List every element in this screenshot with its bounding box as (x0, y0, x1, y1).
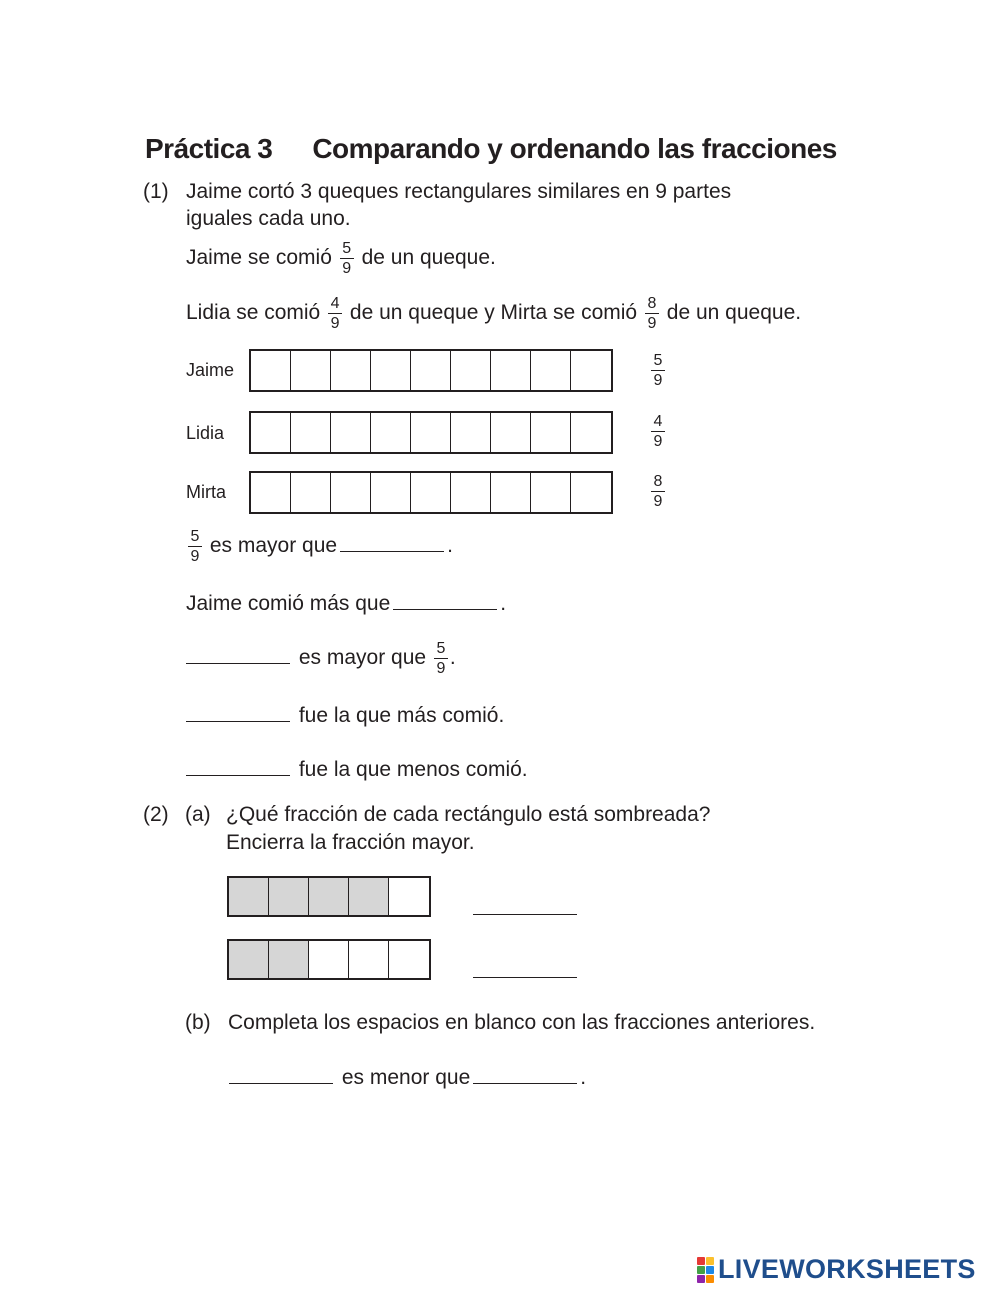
row-label-jaime: Jaime (186, 360, 235, 380)
part-b-sentence-text: es menor que (341, 1066, 471, 1089)
mirta-sentence-post: de un queque. (666, 301, 802, 325)
fraction (340, 240, 354, 277)
mirta-fraction (649, 473, 667, 510)
denominator: 9 (653, 493, 663, 510)
cake-part[interactable] (451, 473, 491, 512)
part-a-question-line1: ¿Qué fracción de cada rectángulo está sombreada? (226, 803, 711, 826)
cake-part[interactable] (331, 413, 371, 452)
denominator: 9 (342, 260, 352, 277)
statement-2-end: . (500, 592, 507, 615)
cake-part[interactable] (531, 351, 571, 390)
row-label-mirta: Mirta (186, 482, 226, 502)
cake-part[interactable] (571, 473, 611, 512)
problem-2-number: (2) (143, 803, 169, 826)
cake-part[interactable] (251, 351, 291, 390)
cake-part[interactable] (291, 351, 331, 390)
logo-blocks-icon (697, 1257, 714, 1283)
cake-part[interactable] (571, 351, 611, 390)
page-title (145, 133, 837, 165)
jaime-cake-strip[interactable] (249, 349, 613, 392)
statement-5-text: fue la que menos comió. (298, 758, 528, 781)
denominator: 9 (330, 315, 340, 332)
part-b-instruction: Completa los espacios en blanco con las fracciones anteriores. (228, 1011, 816, 1034)
part-b-sentence (226, 1066, 586, 1090)
numerator: 5 (190, 528, 200, 545)
statement-4 (183, 704, 504, 728)
problem-1-intro-line2: iguales cada uno. (186, 207, 351, 230)
logo-text: LIVEWORKSHEETS (718, 1254, 976, 1284)
statement-3 (183, 640, 456, 677)
cake-part[interactable] (371, 473, 411, 512)
problem-1-number: (1) (143, 180, 169, 203)
answer-blank-rect-1[interactable] (473, 912, 577, 915)
shaded-rectangle-2 (227, 939, 431, 980)
statement-2 (186, 592, 506, 616)
statement-2-text: Jaime comió más que (186, 592, 391, 615)
fraction (188, 528, 202, 565)
numerator: 5 (653, 352, 663, 369)
statement-1-end: . (447, 534, 453, 558)
numerator: 5 (342, 240, 352, 257)
shaded-part (349, 878, 389, 915)
cake-part[interactable] (451, 413, 491, 452)
cake-part[interactable] (371, 413, 411, 452)
shaded-part (229, 941, 269, 978)
practice-label: Práctica 3 (145, 133, 273, 164)
answer-blank[interactable] (473, 1067, 577, 1084)
cake-part[interactable] (371, 351, 411, 390)
practice-topic: Comparando y ordenando las fracciones (312, 133, 837, 164)
cake-part[interactable] (491, 351, 531, 390)
answer-blank[interactable] (186, 705, 290, 722)
numerator: 4 (653, 413, 663, 430)
cake-part[interactable] (531, 473, 571, 512)
shaded-rectangle-1 (227, 876, 431, 917)
denominator: 9 (653, 372, 663, 389)
answer-blank[interactable] (340, 535, 444, 552)
liveworksheets-logo (697, 1254, 976, 1285)
fraction (645, 295, 659, 332)
answer-blank-rect-2[interactable] (473, 975, 577, 978)
cake-part[interactable] (411, 351, 451, 390)
statement-3-text: es mayor que (298, 646, 427, 670)
lidia-sentence-pre: Lidia se comió (186, 301, 321, 325)
cake-part[interactable] (291, 413, 331, 452)
fraction (434, 640, 448, 677)
row-label-lidia: Lidia (186, 423, 225, 443)
unshaded-part (349, 941, 389, 978)
lidia-mirta-mid: de un queque y Mirta se comió (349, 301, 638, 325)
denominator: 9 (190, 548, 200, 565)
lidia-fraction (649, 413, 667, 450)
cake-part[interactable] (411, 413, 451, 452)
answer-blank[interactable] (186, 759, 290, 776)
cake-part[interactable] (411, 473, 451, 512)
cake-part[interactable] (531, 413, 571, 452)
numerator: 5 (436, 640, 446, 657)
jaime-sentence (186, 240, 496, 277)
answer-blank[interactable] (186, 647, 290, 664)
answer-blank[interactable] (393, 593, 497, 610)
cake-part[interactable] (251, 413, 291, 452)
shaded-part (269, 878, 309, 915)
denominator: 9 (653, 433, 663, 450)
cake-part[interactable] (251, 473, 291, 512)
part-b-label: (b) (185, 1011, 211, 1034)
answer-blank[interactable] (229, 1067, 333, 1084)
cake-part[interactable] (451, 351, 491, 390)
jaime-sentence-pre: Jaime se comió (186, 246, 332, 270)
cake-part[interactable] (291, 473, 331, 512)
statement-4-text: fue la que más comió. (298, 704, 505, 727)
unshaded-part (389, 941, 429, 978)
numerator: 8 (653, 473, 663, 490)
fraction (328, 295, 342, 332)
cake-part[interactable] (331, 473, 371, 512)
cake-part[interactable] (491, 413, 531, 452)
part-b-sentence-end: . (580, 1066, 587, 1089)
statement-5 (183, 758, 528, 782)
numerator: 8 (647, 295, 657, 312)
denominator: 9 (647, 315, 657, 332)
unshaded-part (389, 878, 429, 915)
cake-part[interactable] (331, 351, 371, 390)
cake-part[interactable] (491, 473, 531, 512)
shaded-part (309, 878, 349, 915)
shaded-part (269, 941, 309, 978)
lidia-mirta-sentence (186, 295, 801, 332)
cake-part[interactable] (571, 413, 611, 452)
mirta-cake-strip[interactable] (249, 471, 613, 514)
statement-1 (186, 528, 453, 565)
part-a-label: (a) (185, 803, 211, 826)
lidia-cake-strip[interactable] (249, 411, 613, 454)
numerator: 4 (330, 295, 340, 312)
denominator: 9 (436, 660, 446, 677)
jaime-fraction (649, 352, 667, 389)
problem-1-intro-line1: Jaime cortó 3 queques rectangulares similares en 9 partes (186, 180, 732, 203)
part-a-question-line2: Encierra la fracción mayor. (226, 831, 475, 854)
unshaded-part (309, 941, 349, 978)
statement-3-end: . (449, 646, 456, 670)
shaded-part (229, 878, 269, 915)
jaime-sentence-post: de un queque. (361, 246, 496, 270)
statement-1-text: es mayor que (209, 534, 338, 558)
